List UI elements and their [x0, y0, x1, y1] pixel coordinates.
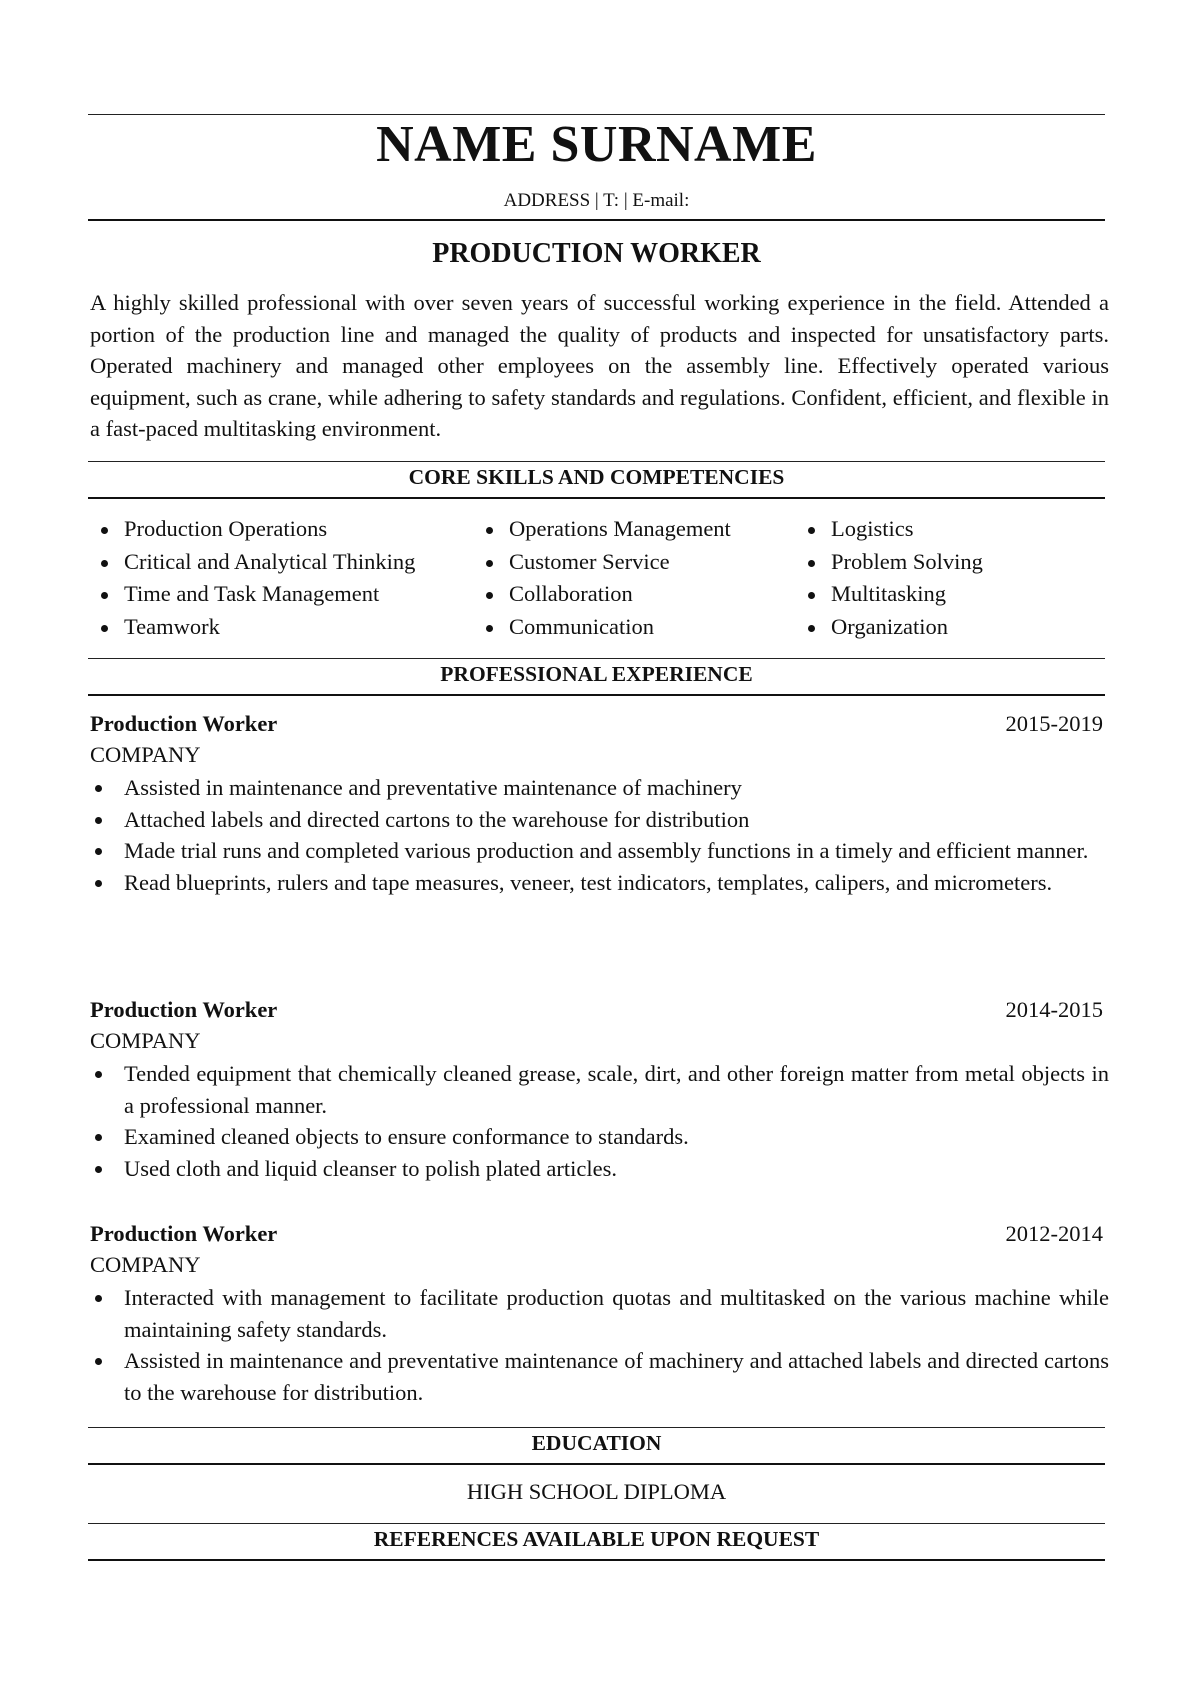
duty-list: [90, 772, 1109, 898]
position-title: Production Worker: [90, 997, 278, 1022]
skill-item: Multitasking: [795, 578, 983, 611]
employment-dates: 2014-2015: [1005, 997, 1103, 1022]
divider: [88, 1523, 1105, 1524]
skills-column-1: [88, 513, 415, 643]
skill-item: Collaboration: [473, 578, 731, 611]
employment-dates: 2015-2019: [1005, 711, 1103, 736]
duty-item: Used cloth and liquid cleanser to polish plated articles.: [90, 1153, 1109, 1185]
skill-item: Customer Service: [473, 546, 731, 579]
duty-item: Assisted in maintenance and preventative maintenance of machinery and attached labels and directed cartons to the warehouse for distribution.: [90, 1345, 1109, 1408]
job-title-heading: PRODUCTION WORKER: [432, 238, 761, 269]
skill-item: Critical and Analytical Thinking: [88, 546, 415, 579]
duty-item: Attached labels and directed cartons to the warehouse for distribution: [90, 804, 1109, 836]
experience-entry: [90, 708, 1109, 898]
candidate-name: NAME SURNAME: [376, 116, 817, 173]
duty-item: Read blueprints, rulers and tape measures, veneer, test indicators, templates, calipers, and micrometers.: [90, 867, 1109, 899]
skills-column-2: [473, 513, 731, 643]
skill-item: Production Operations: [88, 513, 415, 546]
divider: [88, 1559, 1105, 1561]
duty-item: Examined cleaned objects to ensure conformance to standards.: [90, 1121, 1109, 1153]
company-name: COMPANY: [90, 1028, 201, 1053]
divider: [88, 1427, 1105, 1428]
references-note: REFERENCES AVAILABLE UPON REQUEST: [373, 1527, 820, 1551]
section-heading-education: EDUCATION: [531, 1431, 662, 1455]
experience-entry: [90, 1218, 1109, 1408]
duty-item: Assisted in maintenance and preventative maintenance of machinery: [90, 772, 1109, 804]
skills-column-3: [795, 513, 983, 643]
experience-entry: [90, 994, 1109, 1184]
section-heading-experience: PROFESSIONAL EXPERIENCE: [440, 662, 753, 686]
skill-item: Teamwork: [88, 611, 415, 644]
education-diploma: HIGH SCHOOL DIPLOMA: [466, 1479, 727, 1504]
position-title: Production Worker: [90, 711, 278, 736]
duty-list: [90, 1058, 1109, 1184]
employment-dates: 2012-2014: [1005, 1221, 1103, 1246]
skill-item: Communication: [473, 611, 731, 644]
duty-item: Interacted with management to facilitate production quotas and multitasked on the various machine while maintaining safety standards.: [90, 1282, 1109, 1345]
section-heading-skills: CORE SKILLS AND COMPETENCIES: [408, 465, 785, 489]
skill-item: Problem Solving: [795, 546, 983, 579]
position-title: Production Worker: [90, 1221, 278, 1246]
duty-item: Tended equipment that chemically cleaned grease, scale, dirt, and other foreign matter from metal objects in a professional manner.: [90, 1058, 1109, 1121]
divider: [88, 461, 1105, 462]
divider: [88, 658, 1105, 659]
company-name: COMPANY: [90, 1252, 201, 1277]
skill-item: Logistics: [795, 513, 983, 546]
divider: [88, 694, 1105, 696]
divider: [88, 1463, 1105, 1465]
divider: [88, 219, 1105, 221]
duty-list: [90, 1282, 1109, 1408]
contact-line: ADDRESS | T: | E-mail:: [503, 190, 690, 211]
divider: [88, 497, 1105, 499]
duty-item: Made trial runs and completed various production and assembly functions in a timely and efficient manner.: [90, 835, 1109, 867]
skill-item: Operations Management: [473, 513, 731, 546]
skill-item: Time and Task Management: [88, 578, 415, 611]
company-name: COMPANY: [90, 742, 201, 767]
professional-summary: A highly skilled professional with over seven years of successful working experience in the field. Attended a portion of the production line and managed the quality of products and inspected for unsatisfactory parts. Operated machinery and managed other employees on the assembly line. Effectively operated various equipment, such as crane, while adhering to safety standards and regulations. Confident, efficient, and flexible in a fast-paced multitasking environment.: [90, 290, 1109, 442]
skill-item: Organization: [795, 611, 983, 644]
resume-page: [88, 0, 1109, 1684]
